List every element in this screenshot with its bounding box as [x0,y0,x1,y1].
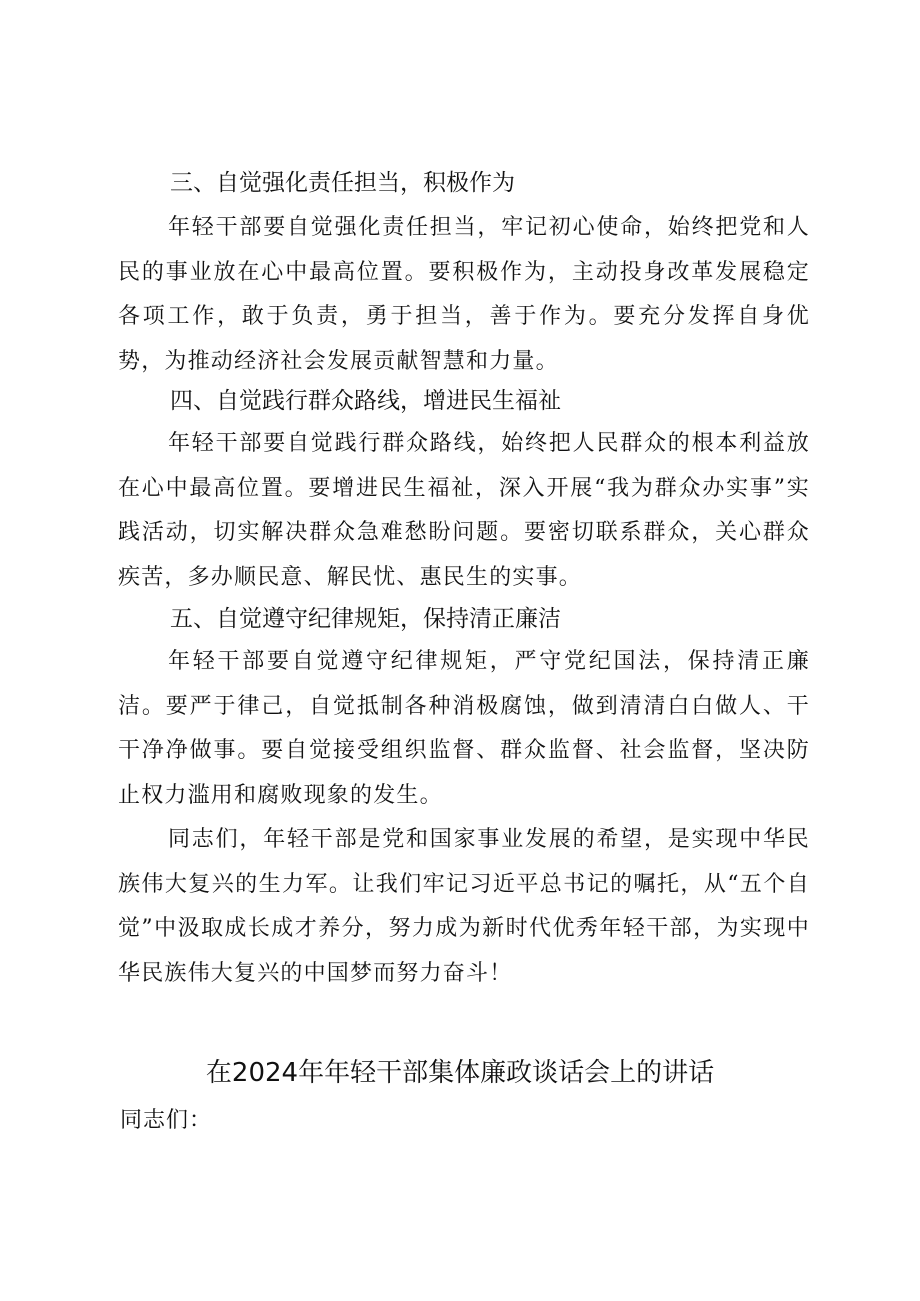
salutation: 同志们： [120,1108,213,1133]
speech-title: 在2024年年轻干部集体廉政谈话会上的讲话 [205,1058,715,1088]
section-4-paragraph: 年轻干部要自觉践行群众路线，始终把人民群众的根本利益放在心中最高位置。要增进民生福祉，深入开展“我为群众办实事”实践活动，切实解决群众急难愁盼问题。要密切联系群众，关心群众疾苦，多办顺民意、解民忧、惠民生的实事。 [118,431,810,590]
section-3-paragraph: 年轻干部要自觉强化责任担当，牢记初心使命，始终把党和人民的事业放在心中最高位置。要积极作为，主动投身改革发展稳定各项工作，敢于负责，勇于担当，善于作为。要充分发挥自身优势，为推动经济社会发展贡献智慧和力量。 [118,215,810,374]
closing-paragraph: 同志们，年轻干部是党和国家事业发展的希望，是实现中华民族伟大复兴的生力军。让我们牢记习近平总书记的嘱托，从“五个自觉”中汲取成长成才养分，努力成为新时代优秀年轻干部，为实现中华民族伟大复兴的中国梦而努力奋斗！ [118,827,810,986]
section-5-paragraph: 年轻干部要自觉遵守纪律规矩，严守党纪国法，保持清正廉洁。要严于律己，自觉抵制各种消极腐蚀，做到清清白白做人、干干净净做事。要自觉接受组织监督、群众监督、社会监督，坚决防止权力滥用和腐败现象的发生。 [118,649,810,808]
section-5-heading: 五、自觉遵守纪律规矩，保持清正廉洁 [170,606,561,632]
section-3-heading: 三、自觉强化责任担当，积极作为 [170,170,515,196]
section-4-heading: 四、自觉践行群众路线，增进民生福祉 [170,388,561,414]
